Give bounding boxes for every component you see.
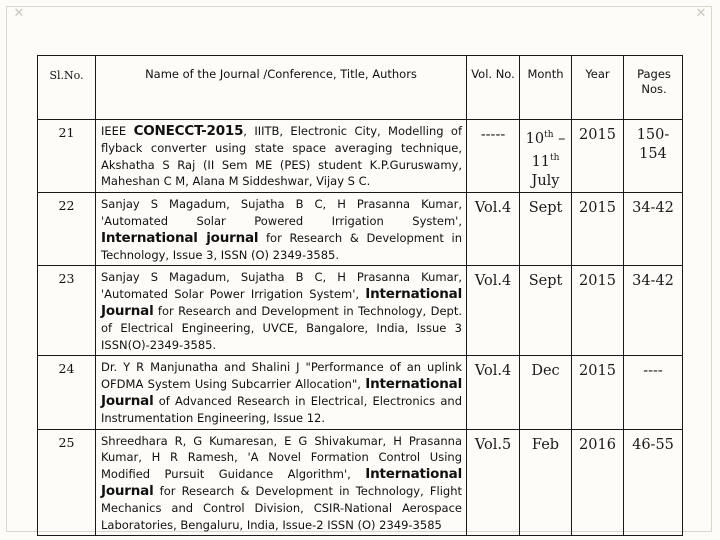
table-row: [38, 120, 683, 193]
header-sl-no: Sl.No.: [38, 56, 96, 120]
description-cell: [96, 429, 467, 536]
month-cell: Dec: [520, 356, 572, 429]
pages-cell: 150-154: [624, 120, 683, 193]
description-text: Shreedhara R, G Kumaresan, E G Shivakumar, H Prasanna Kumar, H R Ramesh, 'A Novel Formation Control Using Modified Pursuit Guidance Algorithm',: [101, 433, 462, 482]
description-text: Dr. Y R Manjunatha and Shalini J "Performance of an uplink OFDMA System Using Subcarrier Allocation",: [101, 360, 462, 392]
month-text: –: [553, 130, 566, 147]
description-cell: [96, 356, 467, 429]
description-text: for Research & Development in Technology, Issue 3, ISSN (O) 2349-3585.: [101, 230, 462, 262]
close-icon: ✕: [13, 6, 25, 21]
table-row: [38, 356, 683, 429]
description-text: for Research & Development in Technology, Flight Mechanics and Control Division, CSIR-National Aerospace Laboratories, Bengaluru, India, Issue-2 ISSN (O) 2349-3585: [101, 483, 462, 532]
sl-no-cell: 23: [38, 266, 96, 356]
description-text: for Research and Development in Technology, Dept. of Electrical Engineering, UVCE, Bangalore, India, Issue 3 ISSN(O)-2349-3585.: [101, 303, 462, 352]
pages-cell: 46-55: [624, 429, 683, 536]
year-cell: 2015: [572, 120, 624, 193]
vol-no-cell: Vol.4: [467, 266, 520, 356]
month-cell: Sept: [520, 193, 572, 266]
description-text: IEEE: [101, 124, 134, 138]
month-cell: Feb: [520, 429, 572, 536]
vol-no-cell: -----: [467, 120, 520, 193]
description-emphasis: International Journal: [101, 466, 462, 499]
header-vol-no: Vol. No.: [467, 56, 520, 120]
header-year: Year: [572, 56, 624, 120]
month-suffix: th: [544, 130, 554, 140]
table-header-row: [38, 56, 683, 120]
table-row: [38, 429, 683, 536]
month-cell: [520, 120, 572, 193]
publications-table: [37, 55, 683, 536]
month-suffix: th: [550, 152, 560, 163]
description-emphasis: International Journal: [101, 286, 462, 319]
description-text: Sanjay S Magadum, Sujatha B C, H Prasanna Kumar, 'Automated Solar Powered Irrigation System',: [101, 197, 462, 228]
description-emphasis: CONECCT-2015: [133, 123, 244, 139]
header-pages: Pages Nos.: [624, 56, 683, 120]
year-cell: 2015: [572, 193, 624, 266]
description-emphasis: International journal: [101, 229, 259, 246]
vol-no-cell: Vol.5: [467, 429, 520, 536]
description-cell: [96, 193, 467, 266]
sl-no-cell: 22: [38, 193, 96, 266]
vol-no-cell: Vol.4: [467, 193, 520, 266]
pages-cell: ----: [624, 356, 683, 429]
month-text: July: [531, 172, 560, 189]
sl-no-cell: 25: [38, 429, 96, 536]
pages-cell: 34-42: [624, 193, 683, 266]
table-row: [38, 193, 683, 266]
month-cell: Sept: [520, 266, 572, 356]
header-name: Name of the Journal /Conference, Title, Authors: [96, 56, 467, 120]
description-cell: [96, 266, 467, 356]
description-emphasis: International Journal: [101, 376, 462, 409]
year-cell: 2015: [572, 266, 624, 356]
year-cell: 2015: [572, 356, 624, 429]
header-month: Month: [520, 56, 572, 120]
pages-cell: 34-42: [624, 266, 683, 356]
description-text: of Advanced Research in Electrical, Electronics and Instrumentation Engineering, Issue 12.: [101, 393, 462, 425]
sl-no-cell: 24: [38, 356, 96, 429]
month-text: 11: [531, 153, 551, 170]
table-row: [38, 266, 683, 356]
vol-no-cell: Vol.4: [467, 356, 520, 429]
description-text: , IIITB, Electronic City, Modelling of flyback converter using state space averaging technique, Akshatha S Raj (II Sem ME (PES) student K.P.Guruswamy, Maheshan C M, Alana M Siddeshwar, Vijay S C.: [101, 124, 462, 189]
description-text: Sanjay S Magadum, Sujatha B C, H Prasanna Kumar, 'Automated Solar Power Irrigation System',: [101, 270, 462, 302]
description-cell: [96, 120, 467, 193]
sl-no-cell: 21: [38, 120, 96, 193]
close-icon: ✕: [695, 6, 707, 21]
year-cell: 2016: [572, 429, 624, 536]
month-text: 10: [525, 130, 545, 147]
